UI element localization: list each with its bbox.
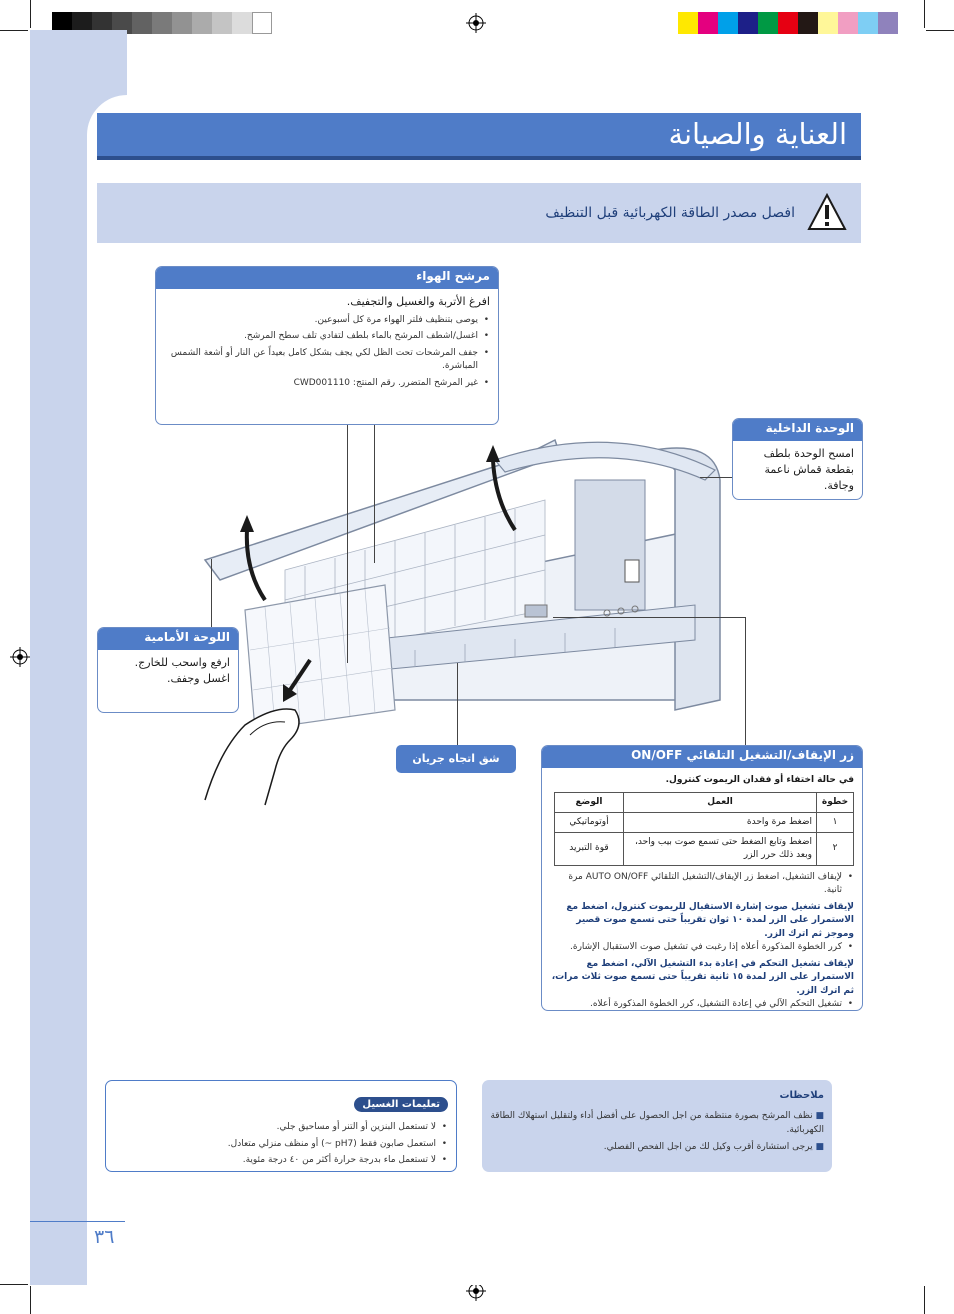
- onoff-intro: في حالة اختفاء أو فقدان الريموت كنترول.: [665, 775, 854, 785]
- table-cell: قوة التبريد: [555, 832, 624, 865]
- notes-heading: ملاحظات: [779, 1090, 824, 1101]
- onoff-restart-instruction: لإيقاف تشغيل التحكم في إعادة بدء التشغيل الآلي، اضغط مع الاستمرار على الزر لمدة ١٥ ثانية تقريباً حتى تسمع صوت ثلاث مرات، ثم اترك الزر.: [551, 958, 854, 996]
- table-row: [555, 832, 854, 865]
- warning-box: [97, 183, 861, 243]
- table-header: العمل: [624, 792, 817, 812]
- crop-mark: [926, 30, 954, 31]
- air-filter-heading: مرشح الهواء: [156, 267, 498, 289]
- list-item: • كرر الخطوة المذكورة أعلاه إذا رغبت في تشغيل صوت الاستقبال الإشارة.: [550, 941, 842, 955]
- list-item: • غير المرشح المتضرر. رقم المنتج: CWD001110: [164, 377, 478, 391]
- leader-line: [553, 617, 746, 618]
- indoor-unit-heading: الوحدة الداخلية: [733, 419, 862, 441]
- onoff-beep-instruction: لإيقاف تشغيل صوت إشارة الاستقبال للريموت كنترول، اضغط مع الاستمرار على الزر لمدة ١٠ ثوان تقريباً حتى تسمع صوت قصير وموجز ثم اترك الزر.: [566, 901, 854, 939]
- onoff-note-list: [550, 871, 854, 898]
- front-panel-callout: [97, 627, 239, 713]
- leader-line: [374, 423, 375, 563]
- list-item: ■ نظف المرشح بصورة منتظمة من اجل الحصول على أفضل أداء ولتقليل استهلاك الطاقة الكهربائية.: [490, 1111, 824, 1135]
- crop-mark: [30, 0, 31, 28]
- front-panel-text: ارفع واسحب للخارج. اغسل وجفف.: [134, 656, 230, 685]
- list-item: • اغسل/اشطف المرشح بالماء بلطف لتفادي تلف سطح المرشح.: [164, 330, 478, 344]
- crop-mark: [924, 0, 925, 28]
- title-bar: [97, 113, 861, 160]
- table-header-row: [555, 792, 854, 812]
- leader-line: [211, 559, 212, 627]
- note-text: يرجى استشارة أقرب وكيل لك من اجل الفحص الفصلي.: [603, 1142, 813, 1152]
- washing-instructions-box: [105, 1080, 457, 1172]
- page-number-divider: [30, 1221, 125, 1222]
- list-item: • تشغيل التحكم الآلي في إعادة التشغيل، كرر الخطوة المذكورة أعلاه.: [550, 998, 842, 1011]
- list-item: • يوصى بتنظيف فلتر الهواء مرة كل أسبوعين.: [164, 314, 478, 328]
- notes-heading-row: [779, 1090, 824, 1101]
- page-title: العناية والصيانة: [668, 117, 847, 151]
- crop-mark: [0, 1284, 28, 1285]
- indoor-unit-callout: [732, 418, 863, 500]
- front-panel-heading: اللوحة الأمامية: [98, 628, 238, 650]
- leader-line: [457, 663, 458, 745]
- page-number: ٣٦: [94, 1226, 115, 1248]
- onoff-table: [554, 792, 854, 866]
- registration-mark-icon: [466, 13, 486, 33]
- notes-list: [490, 1110, 824, 1155]
- list-item: • جفف المرشحات تحت الظل لكي يجف بشكل كامل بعيداً عن النار أو أشعة الشمس المباشرة.: [164, 347, 478, 374]
- registration-mark-icon: [10, 647, 30, 667]
- crop-mark: [924, 1286, 925, 1314]
- leader-line: [745, 617, 746, 745]
- list-item: • استعمل صابون فقط (pH7 ~) أو منظف منزلي متعادل.: [116, 1138, 436, 1152]
- list-item: • لإيقاف التشغيل، اضغط زر الإيقاف/التشغيل التلقائي AUTO ON/OFF مرة ثانية.: [550, 871, 842, 898]
- indoor-unit-text: امسح الوحدة بلطف بقطعة قماش ناعمة وجافة.: [763, 447, 854, 492]
- list-item: ■ يرجى استشارة أقرب وكيل لك من اجل الفحص الفصلي.: [603, 1142, 824, 1152]
- washing-list: [116, 1121, 448, 1171]
- louver-heading: شق اتجاه جريان الهواء: [412, 752, 500, 793]
- onoff-callout: [541, 745, 863, 1011]
- note-text: نظف المرشح بصورة منتظمة من اجل الحصول على أفضل أداء ولتقليل استهلاك الطاقة الكهربائية.: [490, 1111, 824, 1135]
- table-cell: ٢: [817, 832, 854, 865]
- table-header: الوضع: [555, 792, 624, 812]
- list-item: • لا تستعمل البنزين أو التنر أو مساحيق جلي.: [116, 1121, 436, 1135]
- onoff-note-list: [550, 941, 854, 955]
- air-filter-list: [164, 314, 490, 391]
- crop-mark: [30, 1286, 31, 1314]
- leader-line: [700, 477, 732, 478]
- notes-box: [482, 1080, 832, 1172]
- warning-text: افصل مصدر الطاقة الكهربائية قبل التنظيف: [545, 205, 795, 221]
- table-header: خطوة: [817, 792, 854, 812]
- air-filter-callout: [155, 266, 499, 425]
- crop-mark: [0, 30, 28, 31]
- table-cell: اضغط وتابع الضغط حتى تسمع صوت بيب واحد، وبعد ذلك حرر الزر: [624, 832, 817, 865]
- louver-label: [396, 745, 516, 793]
- leader-line: [347, 423, 348, 663]
- list-item: • لا تستعمل ماء بدرجة حرارة أكثر من ٤٠ درجة مئوية.: [116, 1154, 436, 1168]
- onoff-note-list: [550, 998, 854, 1011]
- warning-icon: [807, 193, 847, 231]
- table-cell: أوتوماتيكي: [555, 812, 624, 832]
- onoff-heading: زر الإيقاف/التشغيل التلقائي ON/OFF: [542, 746, 862, 768]
- washing-heading: تعليمات الغسيل: [354, 1097, 448, 1112]
- air-filter-intro: افرغ الأتربة والغسيل والتجفيف.: [346, 295, 490, 308]
- table-row: [555, 812, 854, 832]
- table-cell: اضغط مرة واحدة: [624, 812, 817, 832]
- table-cell: ١: [817, 812, 854, 832]
